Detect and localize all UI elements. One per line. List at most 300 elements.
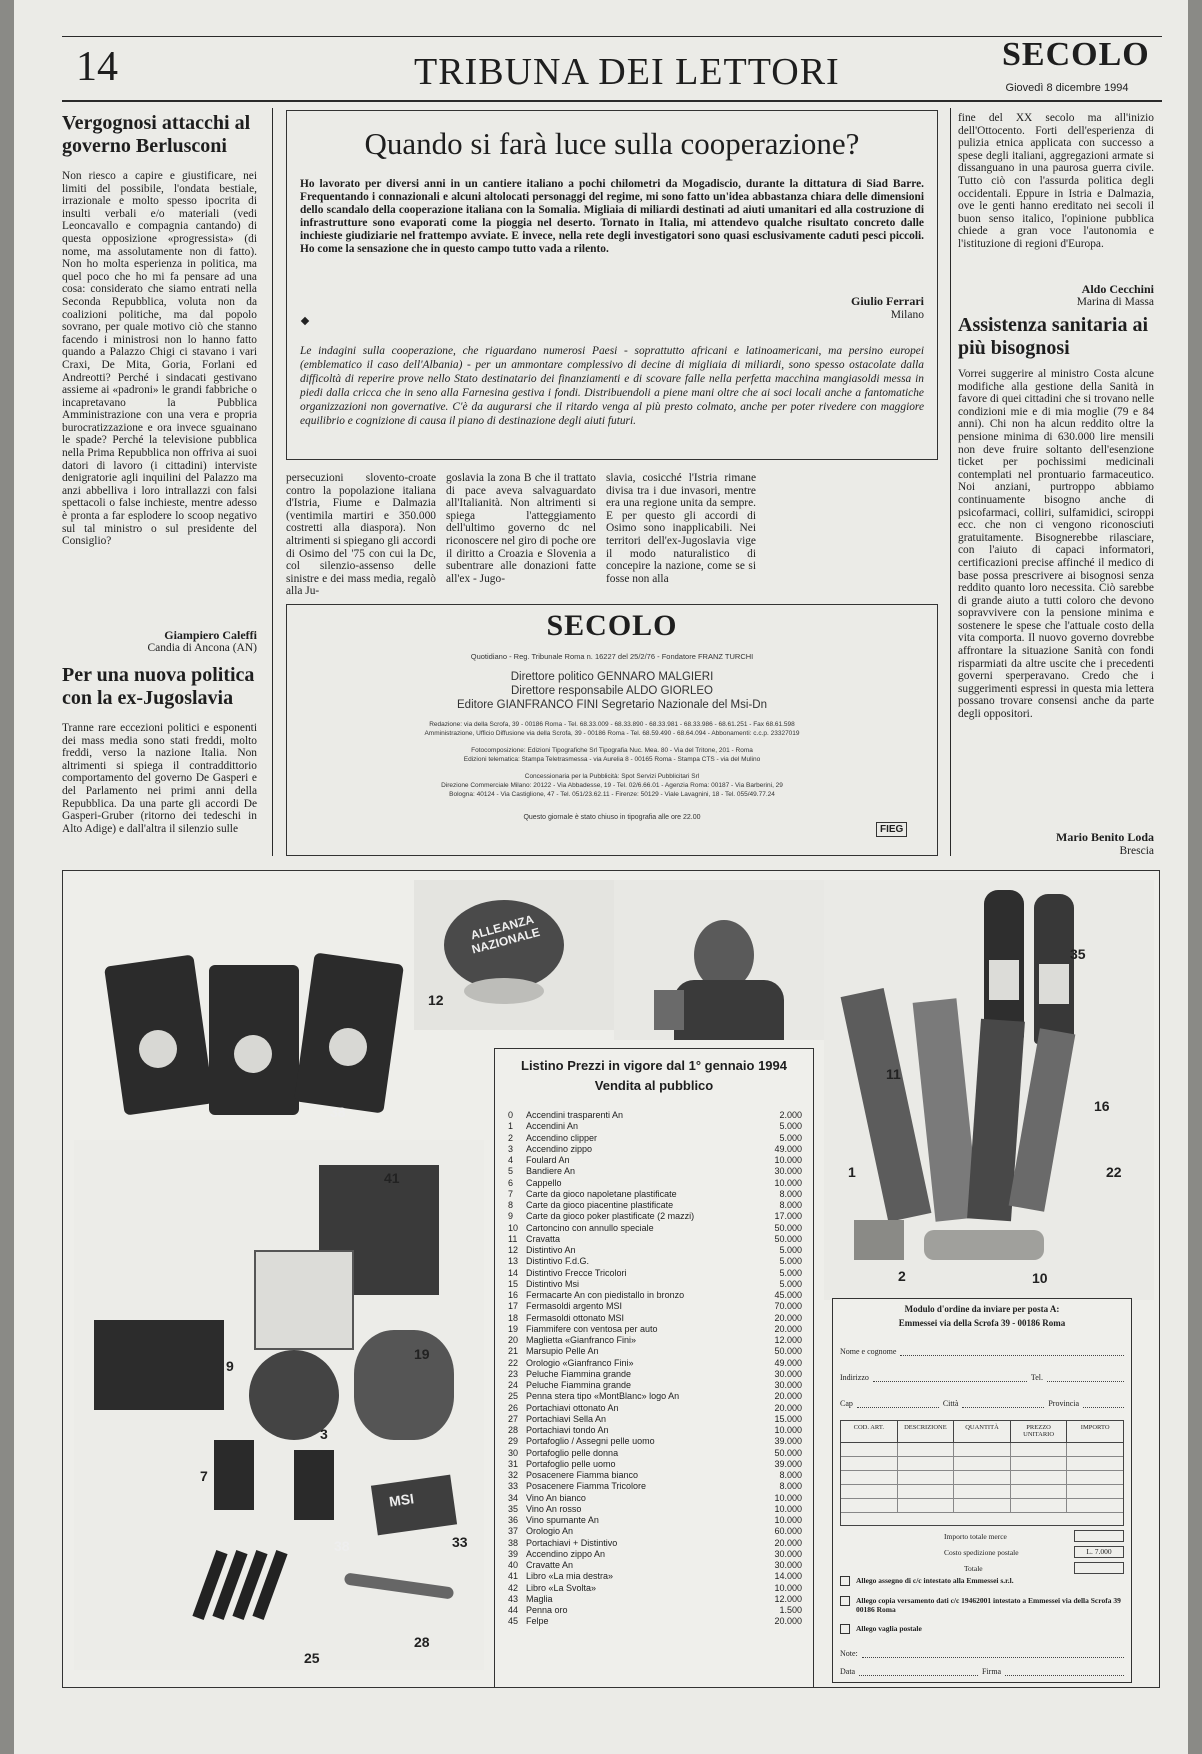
price-item-label: Carte da gioco piacentine plastificate: [526, 1200, 674, 1210]
price-item-number: 21: [508, 1346, 519, 1357]
price-item-label: Accendini trasparenti An: [526, 1110, 624, 1120]
price-list-item: [508, 1526, 802, 1537]
price-item-price: 10.000: [774, 1177, 802, 1188]
photo-label-16: 16: [1094, 1098, 1110, 1114]
body-berlusconi: Non riesco a capire e giustificare, nei limiti del possibile, l'ondata bestiale, irrazionale e molto spesso ipocrita di insulti verbali e/o materiali (vedi Leoncavallo e compagnia cantando) di questa opposizione «progressista» (di nome, ma assolutamente non di fatto). Non ho molta esperienza in politica, ma quel poco che ho mi fa pensare ad una cosa: considerato che siamo entrati nella Seconda Repubblica, voluta non da coalizioni politiche, ma dal popolo sovrano, per quale motivo ciò che stanno facendo i ministrosi non lo hanno fatto quando a Palazzo Chigi ci stavano i vari Craxi, De Mita, Goria, Forlani ed Andreotti? Perché i sindacati gestivano assieme ai «padroni» le grandi fabbriche o incapretavano la Pubblica Amministrazione con una vera e propria burocratizzazione e ora invece sguainano le spade? Perché la televisione pubblica nella Prima Repubblica non offriva ai suoi datori di lavoro (i cittadini) interviste denigratorie agli inquilini del Palazzo ma anzi abbelliva i loro intrallazzi con falsi spettacoli o false inchieste, mentre adesso è pronta a far esplodere lo scoop negativo sul tal ministro o sul presidente del Consiglio?: [62, 170, 257, 548]
price-list-item: [508, 1403, 802, 1414]
price-item-label: Distintivo Msi: [526, 1278, 580, 1289]
price-item-price: 20.000: [774, 1402, 802, 1413]
price-list-item: [508, 1346, 802, 1357]
price-list-item: [508, 1594, 802, 1605]
price-item-label: Accendino zippo An: [526, 1548, 606, 1559]
price-item-label: Portachiavi Sella An: [526, 1413, 607, 1424]
order-row[interactable]: [841, 1457, 1123, 1471]
price-list-item: [508, 1155, 802, 1166]
photo-label-38-bottom: 38: [334, 1538, 350, 1554]
tel-field[interactable]: [1047, 1373, 1124, 1382]
masthead-note: Questo giornale è stato chiuso in tipografia alle ore 22.00: [523, 814, 701, 821]
address-label: Indirizzo: [840, 1373, 869, 1382]
price-list-item: [508, 1515, 802, 1526]
price-item-number: 23: [508, 1368, 519, 1379]
price-item-number: 7: [508, 1188, 514, 1199]
price-item-number: 24: [508, 1380, 519, 1390]
price-item-name: [508, 1358, 634, 1369]
photo-label-10: 10: [1032, 1270, 1048, 1286]
price-item-label: Cravatte An: [526, 1560, 574, 1570]
price-item-number: 13: [508, 1256, 519, 1267]
signature-field[interactable]: [1005, 1667, 1124, 1676]
price-list-item: [508, 1144, 802, 1155]
price-list-item: [508, 1178, 802, 1189]
payment-label-transfer: Allego copia versamento dati c/c 19462001 intestato a Emmessei via della Scrofa 39 00186 Roma: [856, 1596, 1121, 1614]
price-item-name: [508, 1414, 606, 1425]
price-item-label: Libro «La mia destra»: [526, 1571, 614, 1582]
price-item-number: 25: [508, 1391, 519, 1402]
price-item-price: 5.000: [779, 1278, 802, 1289]
price-item-price: 39.000: [774, 1436, 802, 1447]
notes-label: Note:: [840, 1649, 858, 1658]
price-item-name: [508, 1301, 622, 1312]
price-item-label: Orologio «Gianfranco Fini»: [526, 1357, 634, 1368]
price-list-item: [508, 1425, 802, 1436]
price-list-item: [508, 1313, 802, 1324]
order-form-title: Modulo d'ordine da inviare per posta A:: [904, 1304, 1060, 1314]
photo-label-25: 25: [304, 1650, 320, 1666]
masthead-commercial: Direzione Commerciale Milano: 20122 - Via Abbadesse, 19 - Tel. 02/6.66.01 - Agenzia Roma: 00187 - Via Barberini, 29: [441, 782, 783, 789]
price-item-label: Foulard An: [526, 1155, 570, 1165]
price-item-name: [508, 1133, 597, 1144]
price-list-item: [508, 1380, 802, 1391]
price-item-number: 31: [508, 1458, 519, 1469]
price-item-label: Bandiere An: [526, 1166, 576, 1177]
price-item-name: [508, 1605, 568, 1616]
masthead-director-political: Direttore politico GENNARO MALGIERI: [510, 671, 714, 683]
shipping-value: L. 7.000: [1074, 1546, 1124, 1558]
price-list-item: [508, 1459, 802, 1470]
price-list-title: Listino Prezzi in vigore dal 1° gennaio 1994: [521, 1058, 787, 1073]
price-item-price: 20.000: [774, 1323, 802, 1334]
price-item-name: [508, 1560, 573, 1571]
price-item-number: 29: [508, 1436, 519, 1447]
price-item-price: 1.500: [779, 1605, 802, 1615]
total-goods-label: Importo totale merce: [944, 1532, 1007, 1541]
order-form-fields: [840, 1330, 1124, 1408]
col-unit-price: PREZZO UNITARIO: [1011, 1421, 1068, 1442]
col-quantity: QUANTITÀ: [954, 1421, 1011, 1442]
feature-reply: Le indagini sulla cooperazione, che riguardano numerosi Paesi - soprattutto africani e latinoamericani, ma persino europei (emblematico il caso dell'Albania) - per un ammontare complessivo di decine di migliaia di miliardi, sono spesso ostacolate dalla difficoltà di reperire prove nello Stato destinatario dei finanziamenti e di scovare falle nella perfetta macchina mangiasoldi messa in piedi dalla cricca che in seno alla Farnesina gestiva i fondi. Distribuendoli a piene mani oltre che ai soci locali anche a fantomatiche organizzazioni non governative. C'è da augurarsi che il ritardo venga al più presto colmato, anche per poter rivedere con maggiore equilibrio e cognizione di causa il piano di destinazione degli aiuti futuri.: [300, 345, 924, 427]
price-item-label: Posacenere Fiamma Tricolore: [526, 1481, 647, 1492]
price-item-name: [508, 1403, 619, 1414]
price-item-price: 14.000: [774, 1571, 802, 1582]
photo-label-28: 28: [414, 1634, 430, 1650]
price-item-price: 5.000: [779, 1267, 802, 1278]
price-item-price: 5.000: [779, 1121, 802, 1132]
price-item-label: Fermasoldi ottonato MSI: [526, 1312, 625, 1323]
price-item-number: 11: [508, 1233, 518, 1244]
price-list-item: [508, 1414, 802, 1425]
price-item-name: [508, 1504, 581, 1515]
price-item-price: 17.000: [774, 1211, 802, 1222]
price-item-number: 1: [508, 1121, 514, 1132]
price-item-number: 6: [508, 1177, 514, 1188]
body-jugoslavia-col2: persecuzioni slovento-croate contro la popolazione italiana d'Istria, Fiume e Dalmazia (ventimila martiri e 350.000 costretti alla diaspora). Non altrimenti si spiegano gli accordi di Osimo del '75 con cui la Dc, col silenzio-assenso delle sinistre e dei mass media, regalò alla Ju-: [286, 472, 436, 598]
price-item-label: Peluche Fiammina grande: [526, 1380, 632, 1390]
price-item-price: 5.000: [779, 1256, 802, 1267]
price-item-name: [508, 1549, 605, 1560]
price-item-number: 32: [508, 1470, 519, 1480]
city-milano: Milano: [890, 309, 924, 321]
photo-label-41: 41: [384, 1170, 400, 1186]
price-item-label: Cappello: [526, 1177, 562, 1188]
price-item-number: 42: [508, 1582, 519, 1593]
price-item-name: [508, 1121, 578, 1132]
photo-label-38-top: 38: [330, 1104, 346, 1120]
price-item-number: 20: [508, 1335, 519, 1345]
price-item-label: Posacenere Fiamma bianco: [526, 1470, 639, 1480]
price-item-number: 8: [508, 1200, 514, 1210]
price-item-price: 49.000: [774, 1357, 802, 1368]
price-item-number: 3: [508, 1143, 514, 1154]
column-rule-right: [950, 108, 951, 856]
price-item-price: 60.000: [774, 1526, 802, 1537]
city-candia: Candia di Ancona (AN): [147, 642, 257, 654]
notes-field[interactable]: [862, 1649, 1124, 1658]
col-amount: IMPORTO: [1080, 1424, 1110, 1431]
cap-field[interactable]: [857, 1399, 939, 1408]
price-list-item: [508, 1448, 802, 1459]
order-row[interactable]: [841, 1499, 1123, 1513]
price-item-number: 43: [508, 1593, 519, 1604]
price-item-number: 18: [508, 1312, 519, 1323]
price-item-name: [508, 1245, 576, 1256]
price-item-number: 12: [508, 1245, 519, 1255]
price-item-price: 50.000: [774, 1447, 802, 1458]
price-list-item: [508, 1335, 802, 1346]
masthead-publisher: Editore GIANFRANCO FINI Segretario Nazionale del Msi-Dn: [457, 699, 767, 711]
price-item-price: 45.000: [774, 1290, 802, 1300]
price-item-label: Vino spumante An: [526, 1515, 599, 1525]
price-item-price: 10.000: [774, 1155, 802, 1165]
order-form-address: Emmessei via della Scrofa 39 - 00186 Roma: [898, 1318, 1066, 1328]
price-item-name: [508, 1448, 618, 1459]
price-list-item: [508, 1324, 802, 1335]
price-item-name: [508, 1166, 575, 1177]
cap-label: Cap: [840, 1399, 853, 1408]
price-item-label: Accendini An: [526, 1121, 579, 1132]
wine-and-ties-photo: [824, 880, 1154, 1300]
price-item-label: Fermasoldi argento MSI: [526, 1301, 623, 1312]
price-item-label: Portachiavi tondo An: [526, 1425, 609, 1435]
price-item-number: 44: [508, 1605, 519, 1615]
price-item-price: 10.000: [774, 1582, 802, 1593]
masthead-director-responsible: Direttore responsabile ALDO GIORLEO: [511, 685, 713, 697]
price-list-item: [508, 1279, 802, 1290]
price-item-name: [508, 1380, 631, 1391]
price-item-price: 20.000: [774, 1312, 802, 1323]
price-item-number: 17: [508, 1301, 519, 1312]
price-item-price: 50.000: [774, 1222, 802, 1233]
price-list-item: [508, 1256, 802, 1267]
price-item-number: 40: [508, 1560, 519, 1570]
price-list-item: [508, 1560, 802, 1571]
price-item-label: Accendino zippo: [526, 1143, 593, 1154]
price-item-name: [508, 1493, 586, 1504]
payment-options: [840, 1566, 1124, 1634]
tel-label: Tel.: [1030, 1373, 1043, 1382]
price-item-label: Vino An rosso: [526, 1503, 582, 1514]
order-row[interactable]: [841, 1471, 1123, 1485]
col-description: DESCRIZIONE: [898, 1421, 955, 1442]
body-cecchini: fine del XX secolo ma all'inizio dell'Ottocento. Forti dell'esperienza di pulizia etnica applicata con successo a spese degli italiani, aggregazioni armate si dissanguano in una paurosa guerra civile. Tutto ciò con l'assurda politica degli occidentali. Eppure in Istria e Dalmazia, ove le genti hanno ereditato nei secoli il buon senso italico, l'opinione pubblica chiede a gran voce l'autonomia e l'istituzione di regioni d'Europa.: [958, 112, 1154, 250]
price-item-price: 10.000: [774, 1492, 802, 1503]
price-item-name: [508, 1200, 673, 1211]
price-list-item: [508, 1268, 802, 1279]
city-label: Città: [942, 1399, 959, 1408]
total-goods-field[interactable]: [1074, 1530, 1124, 1542]
body-jugoslavia-col4: slavia, cosicché l'Istria rimane divisa tra i due invasori, mentre era una regione unita da sempre. E per questo gli accordi di Osimo sono inapplicabili. Nei territori dell'ex-Jugoslavia vige il modo naturalistico di concepire la nazione, come se si fosse non alla: [606, 472, 756, 585]
shipping-label: Costo spedizione postale: [944, 1548, 1019, 1557]
price-list-item: [508, 1391, 802, 1402]
city-field[interactable]: [962, 1399, 1044, 1408]
price-list-item: [508, 1301, 802, 1312]
price-item-number: 14: [508, 1267, 519, 1278]
price-item-price: 10.000: [774, 1503, 802, 1514]
price-item-number: 19: [508, 1323, 519, 1334]
masthead-logo: SECOLO: [546, 609, 678, 642]
price-item-name: [508, 1391, 679, 1402]
headline-sanita: Assistenza sanitaria ai più bisognosi: [958, 314, 1148, 359]
price-item-label: Portafoglio pelle uomo: [526, 1458, 616, 1469]
price-item-price: 10.000: [774, 1425, 802, 1435]
price-item-label: Orologio An: [526, 1526, 574, 1537]
ashtray-msi-text: MSI: [388, 1490, 415, 1510]
price-item-price: 5.000: [779, 1132, 802, 1143]
price-item-name: [508, 1436, 655, 1447]
price-item-number: 36: [508, 1515, 519, 1525]
column-rule-left: [272, 108, 273, 856]
price-item-name: [508, 1583, 596, 1594]
order-row[interactable]: [841, 1443, 1123, 1457]
price-item-price: 30.000: [774, 1548, 802, 1559]
price-list-item: [508, 1470, 802, 1481]
photo-label-7: 7: [200, 1468, 208, 1484]
price-item-name: [508, 1324, 658, 1335]
price-item-price: 20.000: [774, 1616, 802, 1627]
price-item-number: 30: [508, 1447, 519, 1458]
price-list-item: [508, 1369, 802, 1380]
price-item-price: 50.000: [774, 1346, 802, 1357]
price-item-name: [508, 1369, 631, 1380]
price-item-label: Distintivo Frecce Tricolori: [526, 1267, 627, 1278]
price-list-item: [508, 1133, 802, 1144]
photo-label-11: 11: [886, 1066, 901, 1082]
price-list-item: [508, 1290, 802, 1301]
price-item-label: Carte da gioco napoletane plastificate: [526, 1188, 677, 1199]
price-list-item: [508, 1493, 802, 1504]
photo-label-19: 19: [414, 1346, 430, 1362]
price-item-price: 30.000: [774, 1560, 802, 1570]
price-item-number: 45: [508, 1616, 519, 1627]
price-item-label: Portachiavi ottonato An: [526, 1402, 619, 1413]
payment-check-postal[interactable]: [840, 1624, 850, 1634]
masthead-offices: Bologna: 40124 - Via Castiglione, 47 - Tel. 051/23.62.11 - Firenze: 50129 - Viale Lavagnini, 18 - Tel. 055/49.77.24: [449, 791, 775, 798]
masthead-editorial: Redazione: via della Scrofa, 39 - 00186 Roma - Tel. 68.33.009 - 68.33.890 - 68.33.981 - 68.33.986 - 68.61.251 - Fax 68.61.598: [429, 721, 795, 728]
order-row[interactable]: [841, 1485, 1123, 1499]
price-item-label: Peluche Fiammina grande: [526, 1368, 632, 1379]
price-item-name: [508, 1538, 617, 1549]
price-item-label: Maglia: [526, 1593, 553, 1604]
price-list-item: [508, 1504, 802, 1515]
section-title: TRIBUNA DEI LETTORI: [414, 51, 840, 93]
price-list-item: [508, 1245, 802, 1256]
price-item-number: 10: [508, 1222, 519, 1233]
price-item-name: [508, 1616, 549, 1627]
price-item-price: 30.000: [774, 1166, 802, 1177]
price-item-price: 15.000: [774, 1413, 802, 1424]
city-massa: Marina di Massa: [1076, 296, 1154, 308]
price-item-label: Fermacarte An con piedistallo in bronzo: [526, 1290, 685, 1300]
photo-label-33: 33: [452, 1534, 468, 1550]
price-item-price: 8.000: [779, 1188, 802, 1199]
price-item-number: 35: [508, 1503, 519, 1514]
price-item-name: [508, 1155, 570, 1166]
price-list-item: [508, 1549, 802, 1560]
body-sanita: Vorrei suggerire al ministro Costa alcune modifiche alla gestione della Sanità in favore di quei cittadini che si trovano nelle condizioni mie e di mia moglie (79 e 84 anni). Chi non ha alcun reddito oltre la pensione minima di 630.000 lire mensili non deve fruire soltanto dell'esenzione ticket per pochissimi medicinali contemplati nel prontuario farmaceutico. Noi anziani, purtroppo abbiamo continuamente bisogno anche di psicofarmaci, colliri, sulfamidici, sciroppi ecc. che non ci vengono riconosciuti gratuitamente. Bisognerebbe rilasciare, con l'aiuto di capaci informatori, certificazioni precise affinché il medico di base possa prescrivere ai bisognosi senza reddito quanto loro necessita. Ciò sarebbe di grande aiuto a tutti coloro che devono sopravvivere con la pensione minima e sostenere le spese che l'attuale costo della vita comporta. Il nuovo governo dovrebbe affrontare la situazione Sanità con fondi risparmiati da altre uscite che i precedenti governi sperperavano. Credo che i suggerimenti espressi in questa mia lettera possano trovare consensi anche da parte degli oppositori.: [958, 368, 1154, 721]
price-item-label: Vino An bianco: [526, 1492, 586, 1503]
price-item-label: Penna oro: [526, 1605, 568, 1615]
province-field[interactable]: [1083, 1399, 1124, 1408]
newspaper-logo: SECOLO: [1002, 36, 1150, 73]
price-item-number: 9: [508, 1211, 514, 1222]
price-item-number: 27: [508, 1413, 519, 1424]
photo-label-2: 2: [898, 1268, 906, 1284]
price-item-price: 20.000: [774, 1537, 802, 1548]
price-item-number: 22: [508, 1357, 519, 1368]
price-item-label: Cravatta: [526, 1233, 561, 1244]
portrait-photo: [614, 880, 824, 1040]
price-item-name: [508, 1594, 553, 1605]
keychain-display-photo: [104, 920, 424, 1130]
price-item-name: [508, 1223, 654, 1234]
price-item-name: [508, 1279, 579, 1290]
price-list-item: [508, 1436, 802, 1447]
price-item-label: Marsupio Pelle An: [526, 1346, 599, 1357]
price-item-name: [508, 1290, 684, 1301]
price-item-number: 37: [508, 1526, 519, 1537]
price-item-name: [508, 1110, 623, 1121]
price-item-name: [508, 1470, 638, 1481]
price-list-item: [508, 1121, 802, 1132]
photo-label-1: 1: [848, 1164, 856, 1180]
price-item-number: 34: [508, 1492, 519, 1503]
price-item-label: Portachiavi + Distintivo: [526, 1537, 618, 1548]
col-code: COD. ART.: [841, 1421, 898, 1442]
body-jugoslavia-col1: Tranne rare eccezioni politici e esponenti dei mass media sono stati freddi, molto freddi, verso la nazione Italia. Non altrimenti si spiega il contraddittorio comportamento del governo De Gasperi e del Parlamento nei primi anni della Repubblica. Da una parte gli accordi De Gasperi-Gruber (ritorno dei tedeschi in Alto Adige) e dall'altra il silenzio sulle: [62, 722, 257, 835]
price-item-label: Carte da gioco poker plastificate (2 mazzi): [526, 1211, 695, 1222]
payment-label-cheque: Allego assegno di c/c intestato alla Emmessei s.r.l.: [856, 1576, 1014, 1585]
price-item-price: 8.000: [779, 1200, 802, 1210]
date-field[interactable]: [859, 1667, 978, 1676]
price-list-item: [508, 1358, 802, 1369]
price-item-label: Portafoglio / Assegni pelle uomo: [526, 1436, 655, 1447]
headline-berlusconi: Vergognosi attacchi al governo Berlusconi: [62, 112, 251, 157]
photo-label-35: 35: [1070, 946, 1086, 962]
price-item-number: 4: [508, 1155, 514, 1165]
fieg-logo: FIEG: [876, 822, 907, 837]
price-item-label: Accendino clipper: [526, 1132, 598, 1143]
masthead-print: Concessionaria per la Pubblicità: Spot Servizi Pubblicitari Srl: [524, 773, 700, 780]
headline-jugoslavia: Per una nuova politica con la ex-Jugoslavia: [62, 664, 255, 709]
feature-title: Quando si farà luce sulla cooperazione?: [364, 126, 860, 161]
price-item-price: 10.000: [774, 1515, 802, 1525]
price-list-item: [508, 1189, 802, 1200]
payment-check-transfer[interactable]: [840, 1596, 850, 1606]
price-item-price: 12.000: [774, 1335, 802, 1345]
price-item-label: Maglietta «Gianfranco Fini»: [526, 1335, 637, 1345]
photo-label-22: 22: [1106, 1164, 1122, 1180]
masthead-typesetting: Fotocomposizione: Edizioni Tipografiche Srl Tipografia Nuc. Mea. 80 - Via del Tritone, 201 - Roma: [471, 747, 753, 754]
price-list-item: [508, 1200, 802, 1211]
photo-label-12: 12: [428, 992, 444, 1008]
merch-assortment-photo: [74, 1140, 484, 1670]
price-item-label: Portafoglio pelle donna: [526, 1447, 619, 1458]
price-item-number: 28: [508, 1425, 519, 1435]
feature-body: Ho lavorato per diversi anni in un cantiere italiano a pochi chilometri da Mogadiscio, durante la dittatura di Siad Barre. Frequentando i connazionali e alcuni altolocati personaggi del regime, mi sono fatto un'idea abbastanza chiara delle dimensioni dello scandalo della cooperazione italiana con la Somalia. Migliaia di miliardi destinati ad aiuti umanitari ed alla costruzione di infrastrutture sono evaporati come la pioggia nel deserto. Tornato in Italia, mi attendevo qualche risultato concreto dalle inchieste giudiziarie nel frattempo avviate. E invece, nella rete degli investigatori sono quasi esclusivamente caduti pesci piccoli. Ho come la sensazione che in questo campo tutto vada a rilento.: [300, 178, 924, 255]
price-item-name: [508, 1268, 627, 1279]
author-cecchini: Aldo Cecchini: [1081, 282, 1154, 296]
photo-label-9: 9: [226, 1358, 234, 1374]
price-item-name: [508, 1144, 592, 1155]
price-list-item: [508, 1481, 802, 1492]
price-item-name: [508, 1234, 560, 1245]
price-item-name: [508, 1481, 646, 1492]
author-caleffi: Giampiero Caleffi: [164, 628, 257, 642]
top-rule: [62, 36, 1162, 37]
price-item-name: [508, 1211, 694, 1222]
price-item-name: [508, 1515, 599, 1526]
price-item-name: [508, 1346, 599, 1357]
price-item-price: 12.000: [774, 1593, 802, 1604]
province-label: Provincia: [1048, 1399, 1080, 1408]
price-item-label: Distintivo An: [526, 1245, 576, 1255]
price-item-price: 20.000: [774, 1391, 802, 1402]
price-list-item: [508, 1166, 802, 1177]
price-item-price: 50.000: [774, 1233, 802, 1244]
price-list-item: [508, 1583, 802, 1594]
author-ferrari: Giulio Ferrari: [851, 294, 924, 308]
price-item-price: 2.000: [779, 1110, 802, 1120]
price-list-item: [508, 1616, 802, 1627]
price-list-item: [508, 1223, 802, 1234]
price-item-price: 30.000: [774, 1368, 802, 1379]
price-item-price: 39.000: [774, 1458, 802, 1469]
price-list-item: [508, 1571, 802, 1582]
price-item-number: 33: [508, 1481, 519, 1492]
name-field[interactable]: [900, 1347, 1124, 1356]
price-item-number: 2: [508, 1132, 514, 1143]
price-item-name: [508, 1425, 609, 1436]
address-field[interactable]: [873, 1373, 1027, 1382]
photo-label-3: 3: [320, 1426, 328, 1442]
price-item-label: Fiammifere con ventosa per auto: [526, 1323, 658, 1334]
price-item-name: [508, 1459, 616, 1470]
author-loda: Mario Benito Loda: [1056, 830, 1154, 844]
masthead-credits: [304, 652, 920, 823]
page-number: 14: [76, 44, 118, 90]
price-list-item: [508, 1605, 802, 1616]
payment-check-cheque[interactable]: [840, 1576, 850, 1586]
price-item-label: Libro «La Svolta»: [526, 1582, 597, 1593]
